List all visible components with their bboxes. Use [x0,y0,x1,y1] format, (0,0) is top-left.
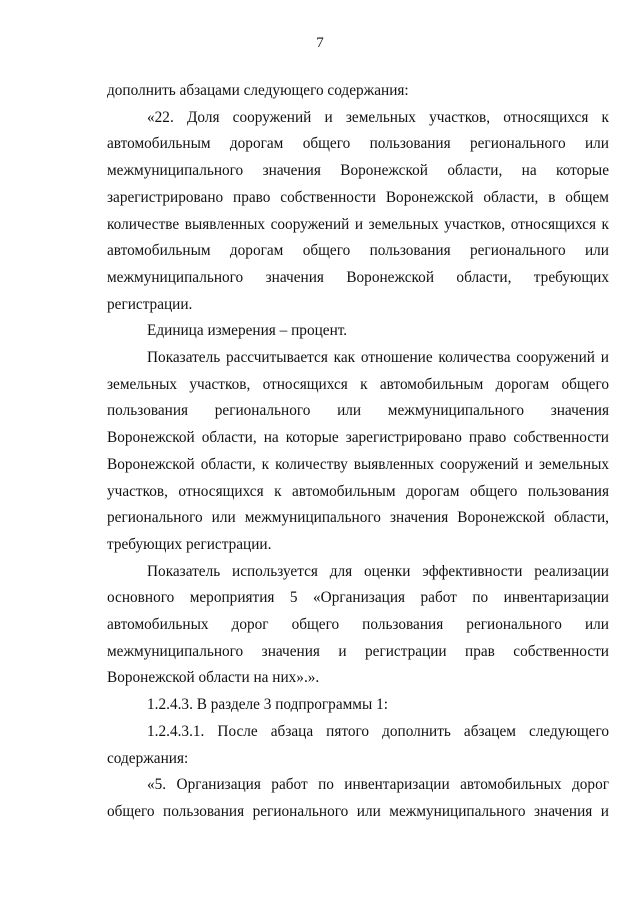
paragraph-section-1-2-4-3-1: 1.2.4.3.1. После абзаца пятого дополнить абзацем следующего содержания: [107,722,609,767]
page-number: 7 [316,35,324,51]
paragraph-intro: дополнить абзацами следующего содержания: [107,82,409,99]
paragraph-item-5: «5. Организация работ по инвентаризации автомобильных дорог общего пользования регионального или межмуниципального значения и [107,776,609,820]
paragraph-indicator-22: «22. Доля сооружений и земельных участков, относящихся к автомобильным дорогам общего пользования регионального или межмуниципального значения Воронежской области, на которые зарегистрировано право собственности Воронежской области, в общем количестве выявленных сооружений и земельных участков, относящихся к автомобильным дорогам общего пользования регионального или межмуниципального значения Воронежской области, требующих регистрации. [107,108,609,313]
document-body [107,78,609,826]
paragraph-usage: Показатель используется для оценки эффективности реализации основного мероприятия 5 «Организация работ по инвентаризации автомобильных дорог общего пользования регионального или межмуниципального значения и регистрации прав собственности Воронежской области на них».». [107,562,609,687]
paragraph-section-1-2-4-3: 1.2.4.3. В разделе 3 подпрограммы 1: [147,696,388,714]
paragraph-unit-of-measure: Единица измерения – процент. [147,322,348,340]
paragraph-calculation: Показатель рассчитывается как отношение количества сооружений и земельных участков, относящихся к автомобильным дорогам общего пользования регионального или межмуниципального значения Воронежской области, на которые зарегистрировано право собственности Воронежской области, к количеству выявленных сооружений и земельных участков, относящихся к автомобильным дорогам общего пользования регионального или межмуниципального значения Воронежской области, требующих регистрации. [107,349,609,553]
